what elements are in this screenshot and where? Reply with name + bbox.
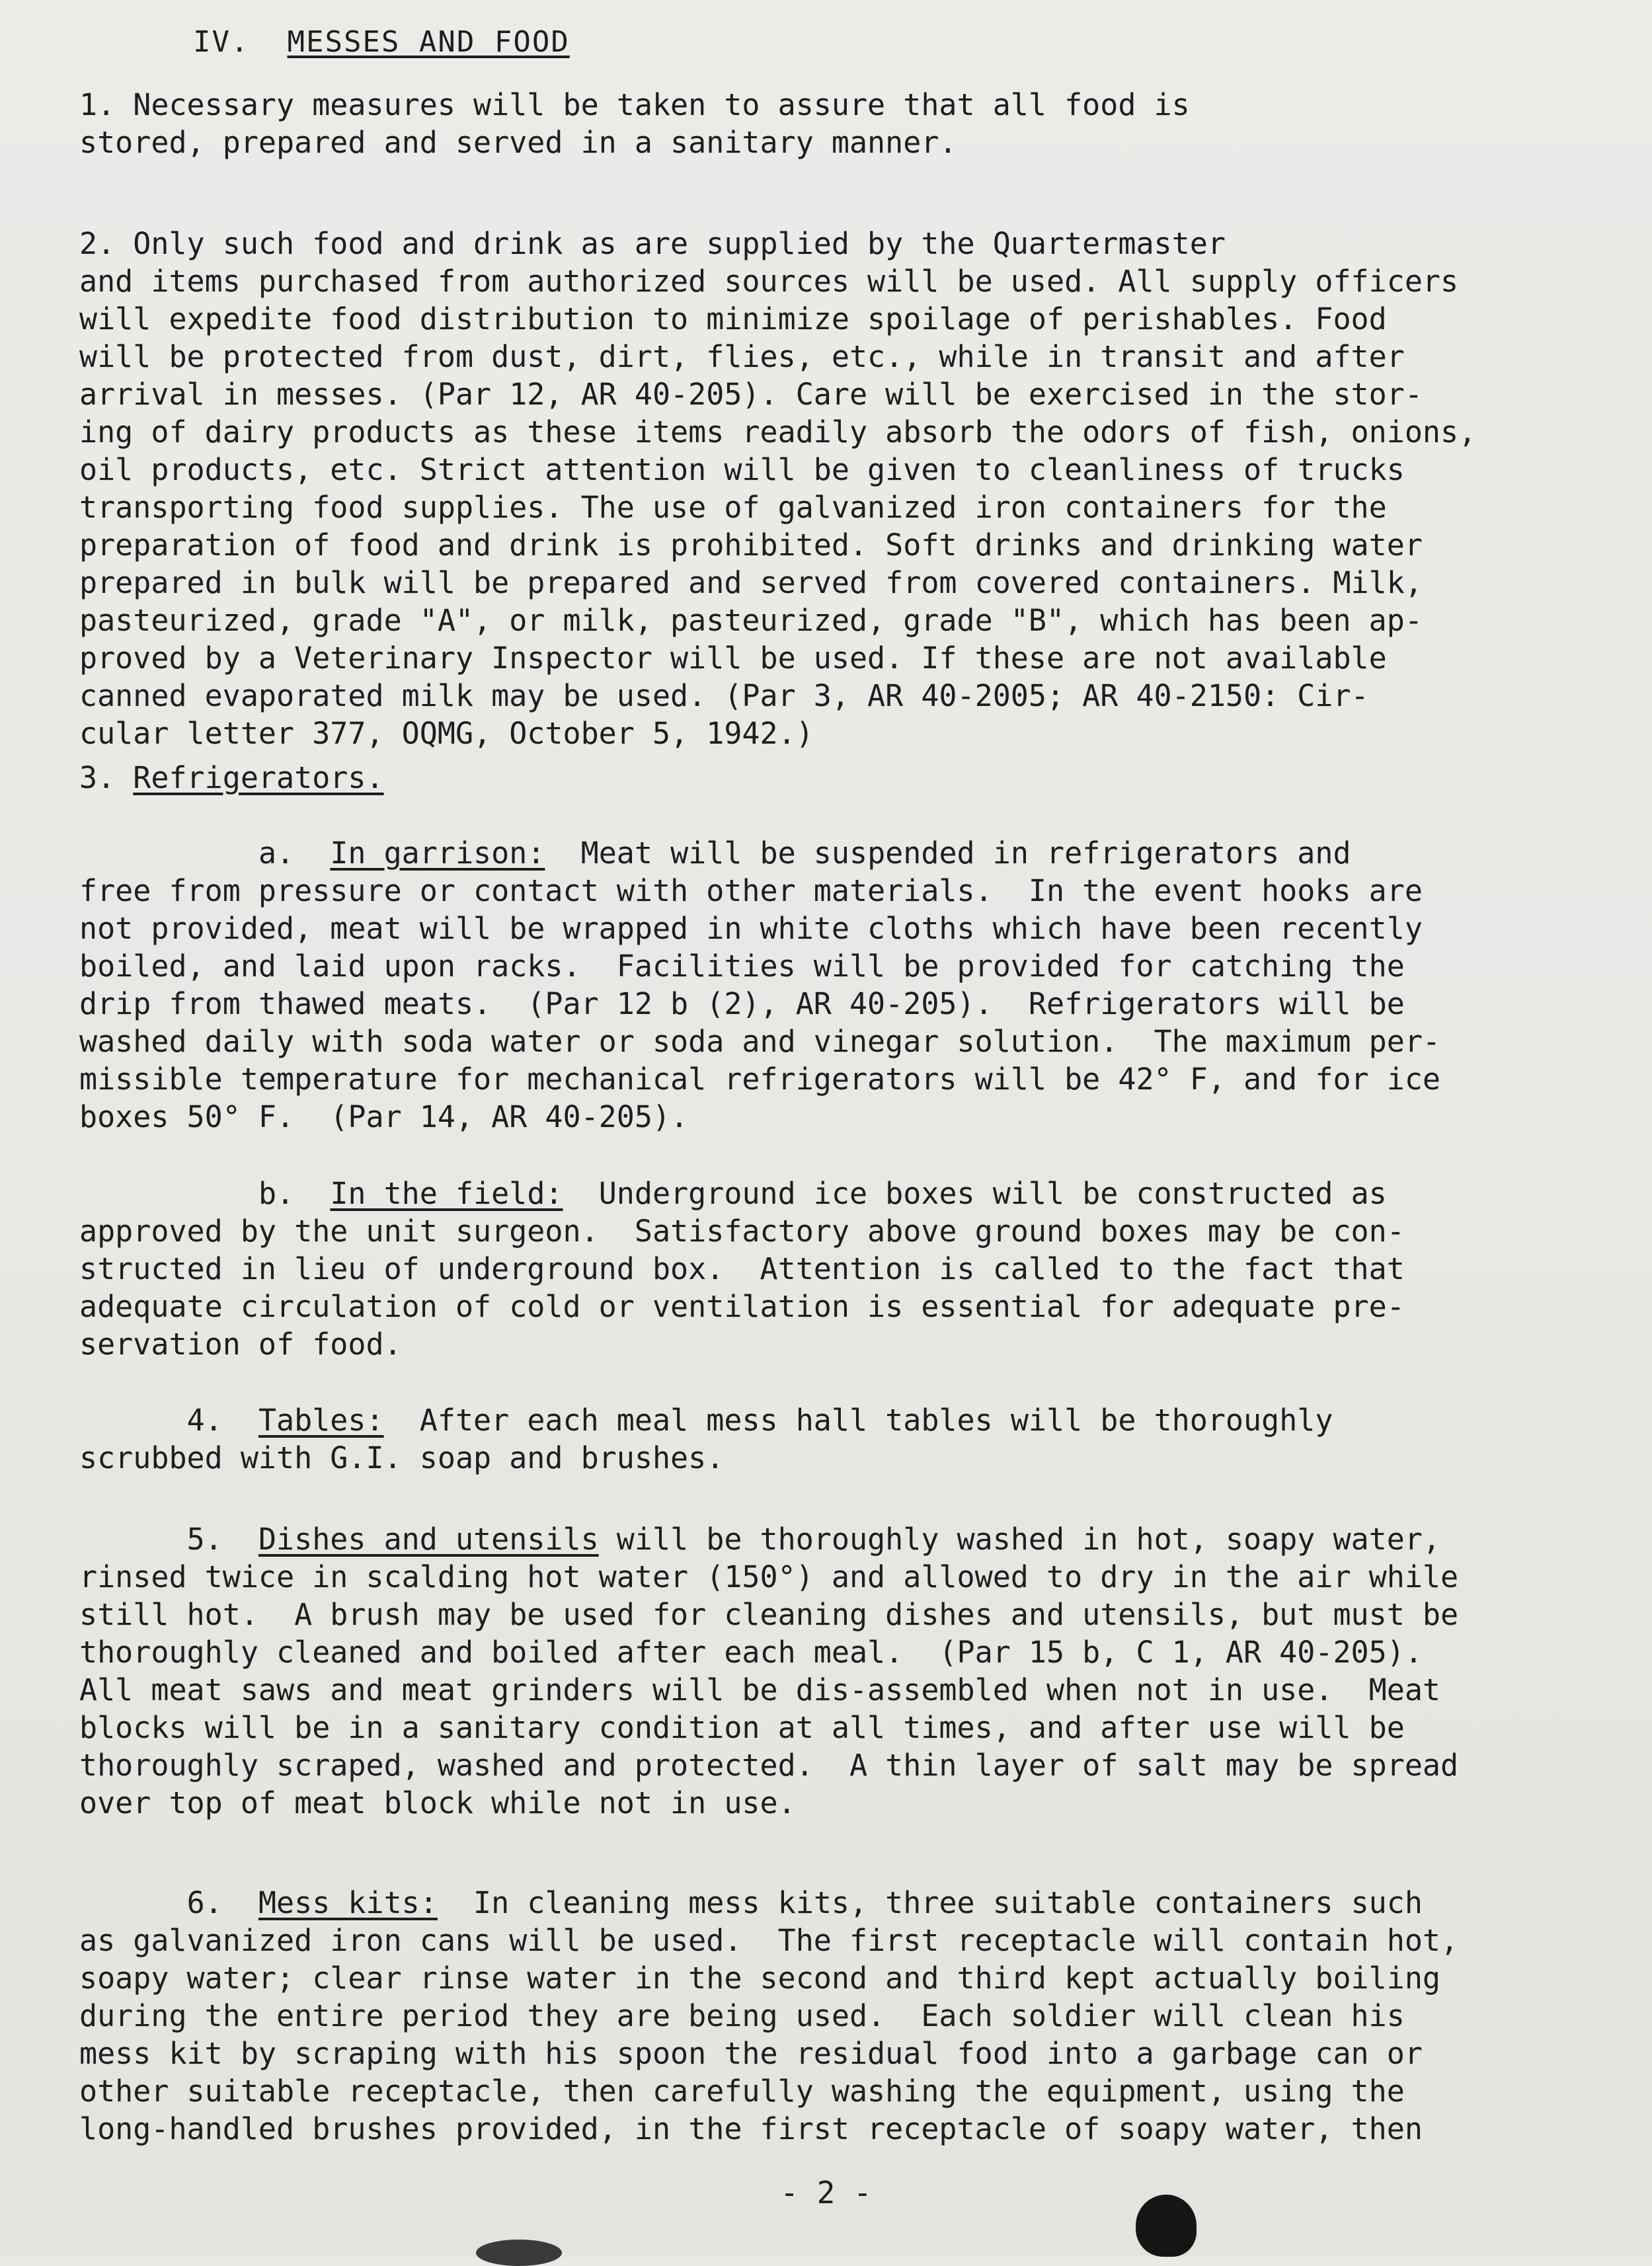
paragraph-2: 2. Only such food and drink as are supplied by the Quartermaster and items purchased from authorized sources will be used. All supply officers will expedite food distribution to minimize spoilage of perishables. Food will be protected from dust, dirt, flies, etc., while in transit and after arrival in messes. (Par 12, AR 40-205). Care will be exercised in the stor- ing of dairy products as these items readily absorb the odors of fish, onions, oil products, etc. Strict attention will be given to cleanliness of trucks transporting food supplies. The use of galvanized iron containers for the preparation of food and drink is prohibited. Soft drinks and drinking water prepared in bulk will be prepared and served from covered containers. Milk, pasteurized, grade "A", or milk, pasteurized, grade "B", which has been ap- proved by a Veterinary Inspector will be used. If these are not available canned evaporated milk may be used. (Par 3, AR 40-2005; AR 40-2150: Cir- cular letter 377, OQMG, October 5, 1942.) — [79, 226, 1477, 751]
section-title: MESSES AND FOOD — [287, 25, 570, 59]
paragraph-5-text: will be thoroughly washed in hot, soapy water, rinsed twice in scalding hot water (150°) and allowed to dry in the air while still hot. A brush may be used for cleaning dishes and utensils, but must be thoroughly cleaned and boiled after each meal. (Par 15 b, C 1, AR 40-205). All meat saws and meat grinders will be dis-assembled when not in use. Meat blocks will be in a sanitary condition at all times, and after use will be thoroughly scraped, washed and protected. A thin layer of salt may be spread over top of meat block while not in use. — [79, 1522, 1459, 1820]
section-number: IV. — [193, 25, 250, 59]
paragraph-3b-text: Underground ice boxes will be constructed as approved by the unit surgeon. Satisfactory above ground boxes may be con- structed in lieu of underground box. Attention is called to the fact that adequate circulation of cold or ventilation is essential for adequate pre- servation of food. — [79, 1176, 1405, 1362]
paragraph-3b-number: b. — [258, 1176, 295, 1211]
paragraph-5-number: 5. — [186, 1522, 223, 1557]
mess-kits-heading: Mess kits: — [258, 1885, 438, 1920]
paragraph-4-text: After each meal mess hall tables will be thoroughly scrubbed with G.I. soap and brushes. — [79, 1403, 1333, 1475]
paragraph-3-heading — [79, 759, 1573, 797]
paragraph-6-text: In cleaning mess kits, three suitable containers such as galvanized iron cans will be used. The first receptacle will contain hot, soapy water; clear rinse water in the second and third kept actually boiling during the entire period they are being used. Each soldier will clean his mess kit by scraping with his spoon the residual food into a garbage can or other suitable receptacle, then carefully washing the equipment, using the long-handled brushes provided, in the first receptacle of soapy water, then — [79, 1885, 1459, 2146]
paragraph-6 — [79, 1884, 1573, 2148]
in-garrison-heading: In garrison: — [330, 836, 545, 871]
paragraph-3a — [79, 834, 1573, 1136]
paragraph-3-number: 3. — [79, 760, 116, 795]
refrigerators-heading: Refrigerators. — [133, 760, 384, 795]
paragraph-3a-number: a. — [258, 836, 295, 871]
paragraph-4 — [79, 1401, 1573, 1477]
ink-smudge — [476, 2240, 562, 2266]
page-number: - 2 - — [780, 2175, 872, 2210]
tables-heading: Tables: — [258, 1403, 384, 1438]
in-the-field-heading: In the field: — [330, 1176, 563, 1211]
paragraph-5 — [79, 1520, 1573, 1822]
section-heading — [193, 25, 570, 59]
paragraph-4-number: 4. — [186, 1403, 223, 1438]
paragraph-1: 1. Necessary measures will be taken to assure that all food is stored, prepared and served in a sanitary manner. — [79, 87, 1190, 160]
paragraph-6-number: 6. — [186, 1885, 223, 1920]
dishes-and-utensils-heading: Dishes and utensils — [258, 1522, 599, 1557]
paragraph-3a-text: Meat will be suspended in refrigerators and free from pressure or contact with other materials. In the event hooks are not provided, meat will be wrapped in white cloths which have been recently boiled, and laid upon racks. Facilities will be provided for catching the drip from thawed meats. (Par 12 b (2), AR 40-205). Refrigerators will be washed daily with soda water or soda and vinegar solution. The maximum per- missible temperature for mechanical refrigerators will be 42° F, and for ice boxes 50° F. (Par 14, AR 40-205). — [79, 836, 1441, 1134]
paragraph-3b — [79, 1175, 1573, 1363]
ink-blot — [1136, 2195, 1197, 2257]
